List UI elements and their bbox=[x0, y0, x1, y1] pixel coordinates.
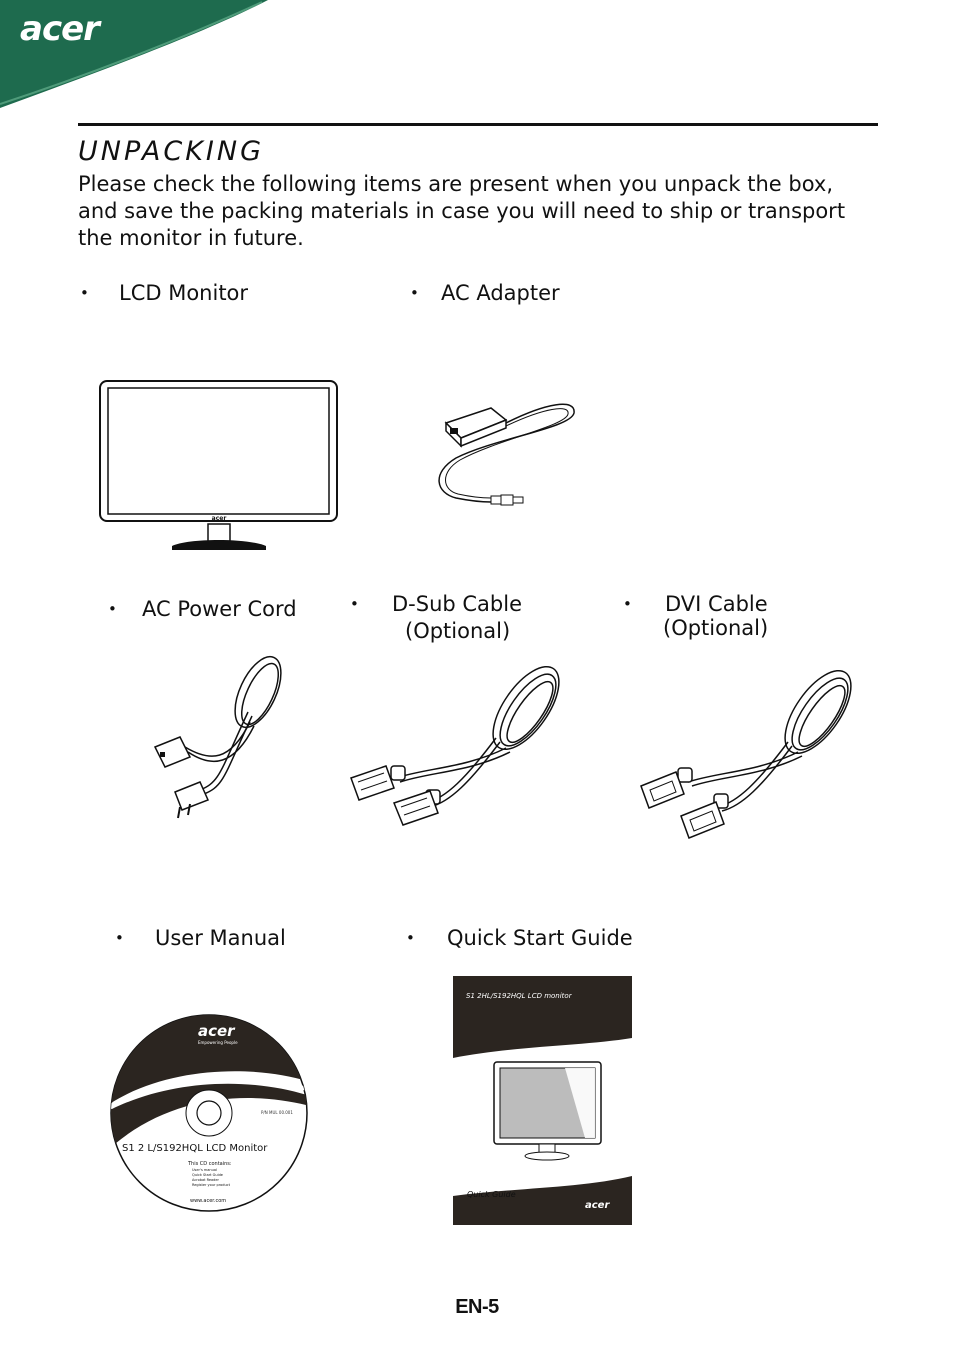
cd-contents-title: This CD contains: bbox=[188, 1161, 232, 1167]
cd-content-item: Acrobat Reader bbox=[192, 1178, 219, 1182]
item-sublabel: (Optional) bbox=[405, 619, 511, 643]
item-user-manual: • User Manual bbox=[115, 926, 286, 950]
cd-content-item: Quick Start Guide bbox=[192, 1173, 223, 1177]
item-label: User Manual bbox=[155, 926, 286, 950]
cd-image bbox=[108, 1010, 310, 1216]
item-label: AC Power Cord bbox=[142, 597, 297, 621]
lcd-monitor-image bbox=[98, 378, 340, 554]
guide-title: S1 2HL/S192HQL LCD monitor bbox=[466, 992, 572, 1000]
cd-content-item: Register your product bbox=[192, 1183, 230, 1187]
intro-paragraph: Please check the following items are present when you unpack the box, and save the packing materials in case you will need to ship or transport the monitor in future. bbox=[78, 172, 846, 250]
item-label: D-Sub Cable bbox=[392, 592, 523, 616]
quick-guide-image bbox=[453, 976, 633, 1226]
dsub-cable-image bbox=[346, 658, 562, 838]
ac-adapter-image bbox=[436, 398, 581, 513]
item-sublabel: (Optional) bbox=[663, 616, 769, 640]
cd-model: S1 2 L/S192HQL LCD Monitor bbox=[122, 1143, 268, 1154]
page-title: UNPACKING bbox=[78, 136, 265, 167]
cd-url: www.acer.com bbox=[190, 1198, 227, 1204]
cd-content-item: User's manual bbox=[192, 1168, 217, 1172]
item-dvi-cable: • DVI Cable bbox=[623, 592, 768, 616]
power-cord-image bbox=[140, 652, 290, 820]
guide-brand: acer bbox=[585, 1200, 610, 1211]
svg-text:acer: acer bbox=[211, 515, 227, 522]
item-quick-start-guide: • Quick Start Guide bbox=[406, 926, 633, 950]
header-band bbox=[0, 0, 954, 120]
item-label: Quick Start Guide bbox=[447, 926, 633, 950]
item-label: DVI Cable bbox=[665, 592, 768, 616]
item-label: LCD Monitor bbox=[119, 281, 249, 305]
item-dsub-cable: • D-Sub Cable bbox=[350, 592, 523, 616]
item-label: AC Adapter bbox=[441, 281, 560, 305]
page-number: EN-5 bbox=[455, 1296, 499, 1318]
cd-tagline: Empowering People bbox=[198, 1040, 238, 1045]
section-rule bbox=[78, 123, 878, 126]
item-ac-adapter: • AC Adapter bbox=[410, 281, 560, 305]
item-lcd-monitor: • LCD Monitor bbox=[80, 281, 249, 305]
cd-brand: acer bbox=[198, 1022, 235, 1040]
cd-code: P/N MUL 00.001 bbox=[261, 1110, 293, 1115]
dvi-cable-image bbox=[638, 664, 854, 844]
guide-subtitle: Quick Guide bbox=[467, 1190, 516, 1199]
acer-logo: acer bbox=[20, 9, 99, 49]
item-ac-power-cord: • AC Power Cord bbox=[108, 597, 297, 621]
